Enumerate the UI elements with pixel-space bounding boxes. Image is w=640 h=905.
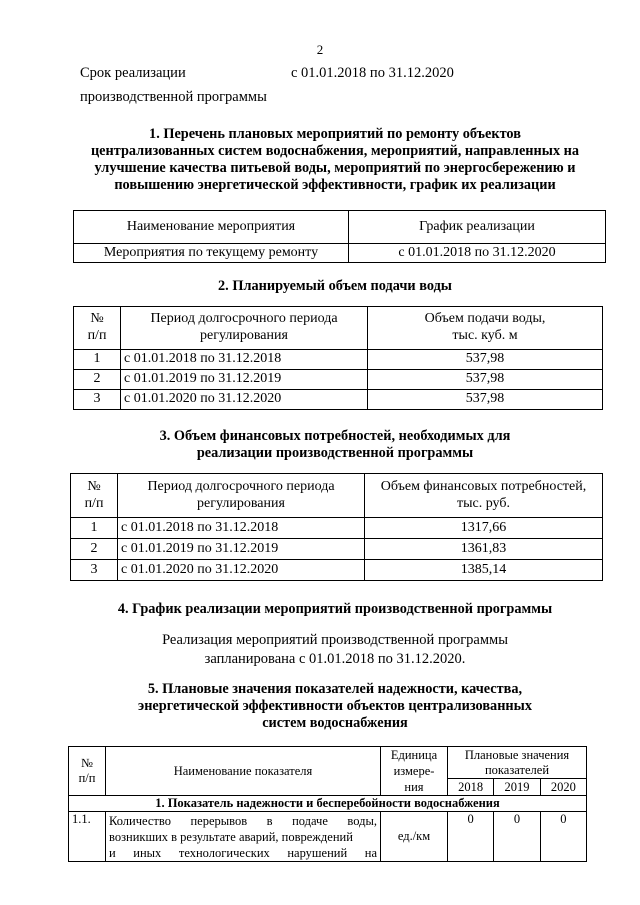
- row-value: 0: [540, 812, 586, 862]
- header-unit-line2: измере-: [393, 764, 435, 778]
- term-label-line1: Срок реализации: [80, 65, 186, 81]
- header-value-line1: Объем подачи воды,: [424, 311, 546, 327]
- row-value: 1361,83: [365, 539, 603, 560]
- table-row: [74, 390, 603, 410]
- table-header-row: [69, 747, 587, 779]
- row-value: 0: [448, 812, 494, 862]
- row-value: 1385,14: [365, 560, 603, 581]
- table-header-row: [74, 211, 606, 244]
- table-row: [74, 370, 603, 390]
- header-cell-num: [74, 307, 121, 350]
- header-cell-plan: [448, 747, 587, 779]
- table-cell: с 01.01.2018 по 31.12.2020: [349, 244, 606, 263]
- header-unit-line3: ния: [404, 780, 424, 794]
- row-name-line1: Количество перерывов в подаче воды,: [109, 814, 377, 828]
- table-row: [71, 539, 603, 560]
- table-row: [74, 350, 603, 370]
- row-period: с 01.01.2019 по 31.12.2019: [121, 370, 368, 390]
- header-year: 2018: [448, 779, 494, 796]
- header-num-line1: №: [87, 478, 101, 494]
- section4-text-line2: запланирована с 01.01.2018 по 31.12.2020.: [204, 651, 466, 667]
- row-num: 1.1.: [69, 812, 106, 862]
- section1-table: [73, 210, 606, 263]
- row-value: 537,98: [368, 370, 603, 390]
- row-name-line3: и иных технологических нарушений на: [109, 846, 377, 860]
- row-value: 1317,66: [365, 518, 603, 539]
- table-row: [71, 560, 603, 581]
- row-period: с 01.01.2018 по 31.12.2018: [118, 518, 365, 539]
- row-num: 1: [71, 518, 118, 539]
- section5-table: [68, 746, 587, 862]
- section4-title: 4. График реализации мероприятий производственной программы: [117, 601, 553, 617]
- table-group-row: [69, 796, 587, 812]
- row-num: 3: [74, 390, 121, 410]
- row-period: с 01.01.2018 по 31.12.2018: [121, 350, 368, 370]
- header-value-line2: тыс. куб. м: [452, 328, 518, 343]
- table-cell: Мероприятия по текущему ремонту: [74, 244, 349, 263]
- row-value: 537,98: [368, 350, 603, 370]
- header-num-line1: №: [81, 756, 93, 770]
- term-value: с 01.01.2018 по 31.12.2020: [291, 65, 454, 81]
- table-row: [69, 812, 587, 862]
- header-cell-value: [365, 474, 603, 518]
- table-row: [71, 518, 603, 539]
- header-period-line2: регулирования: [200, 328, 288, 343]
- section5-title: 5. Плановые значения показателей надежности, качества, энергетической эффективности объектов централизованных систем водоснабжения: [138, 681, 532, 731]
- table-row: [74, 244, 606, 263]
- header-value-line2: тыс. руб.: [457, 495, 510, 511]
- row-period: с 01.01.2019 по 31.12.2019: [118, 539, 365, 560]
- table-header-row: [71, 474, 603, 518]
- header-cell: Наименование мероприятия: [74, 211, 349, 244]
- table-header-row: [74, 307, 603, 350]
- row-name-line2: возникших в результате аварий, повреждений: [109, 830, 353, 844]
- header-num-line2: п/п: [87, 328, 107, 343]
- row-value: 537,98: [368, 390, 603, 410]
- header-cell-name: Наименование показателя: [106, 747, 381, 796]
- section3-table: [70, 473, 603, 581]
- section3-title: 3. Объем финансовых потребностей, необходимых для реализации производственной программы: [159, 428, 511, 461]
- row-num: 2: [71, 539, 118, 560]
- header-value-line1: Объем финансовых потребностей,: [380, 478, 587, 494]
- row-period: с 01.01.2020 по 31.12.2020: [121, 390, 368, 410]
- header-cell-unit: [381, 747, 448, 796]
- section1-title: 1. Перечень плановых мероприятий по ремонту объектов централизованных систем водоснабжения, мероприятий, направленных на улучшение качества питьевой воды, мероприятий по энергосбережению и повышению энергетической эффективности, график их реализации: [90, 126, 580, 193]
- header-num-line1: №: [90, 311, 104, 327]
- row-period: с 01.01.2020 по 31.12.2020: [118, 560, 365, 581]
- header-year: 2020: [540, 779, 586, 796]
- header-plan-line1: Плановые значения: [464, 747, 570, 762]
- term-label-line2: производственной программы: [80, 89, 267, 105]
- header-cell-period: [118, 474, 365, 518]
- header-unit-line1: Единица: [390, 748, 438, 762]
- row-unit: ед./км: [381, 812, 448, 862]
- row-num: 1: [74, 350, 121, 370]
- row-num: 3: [71, 560, 118, 581]
- section2-title: 2. Планируемый объем подачи воды: [218, 278, 452, 294]
- header-cell-period: [121, 307, 368, 350]
- section4-text-line1: Реализация мероприятий производственной программы: [162, 632, 508, 648]
- header-period-line1: Период долгосрочного периода: [150, 311, 338, 327]
- header-year: 2019: [494, 779, 540, 796]
- header-cell-num: [71, 474, 118, 518]
- header-cell-value: [368, 307, 603, 350]
- page-number: 2: [316, 42, 324, 57]
- row-num: 2: [74, 370, 121, 390]
- header-period-line1: Период долгосрочного периода: [147, 478, 335, 494]
- row-value: 0: [494, 812, 540, 862]
- row-name: [106, 812, 381, 862]
- header-plan-line2: показателей: [484, 762, 550, 777]
- header-num-line2: п/п: [84, 495, 104, 511]
- header-num-line2: п/п: [78, 771, 96, 785]
- header-cell: График реализации: [349, 211, 606, 244]
- group-title: 1. Показатель надежности и бесперебойности водоснабжения: [69, 796, 587, 812]
- header-cell-num: [69, 747, 106, 796]
- header-period-line2: регулирования: [197, 495, 285, 511]
- section2-table: [73, 306, 603, 410]
